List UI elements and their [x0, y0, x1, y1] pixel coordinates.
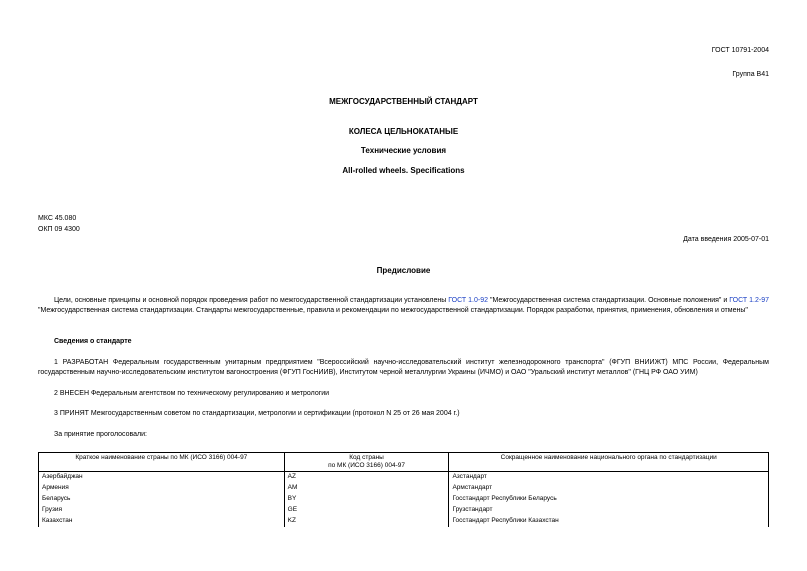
- p1-text-b: "Межгосударственная система стандартизации. Основные положения" и: [488, 297, 730, 304]
- foreword-paragraph: [38, 296, 769, 316]
- p1-text-c: "Межгосударственная система стандартизации. Стандарты межгосударственные, правила и рекомендации по межгосударственной стандартизации. Порядок разработки, принятия, применения, обновления и отмены": [38, 307, 748, 314]
- table-row: [39, 494, 769, 505]
- country-name: Казахстан: [39, 516, 285, 527]
- mks-code: МКС 45.080: [38, 215, 77, 222]
- voted-label: За принятие проголосовали:: [54, 431, 147, 438]
- english-title: All-rolled wheels. Specifications: [342, 166, 465, 175]
- country-code: BY: [284, 494, 449, 505]
- group-code: Группа В41: [732, 71, 769, 78]
- item-3-adopted: 3 ПРИНЯТ Межгосударственным советом по стандартизации, метрологии и сертификации (протокол N 25 от 26 мая 2004 г.): [54, 410, 460, 417]
- gost-1-2-97-link[interactable]: ГОСТ 1.2-97: [729, 297, 770, 304]
- table-row: [39, 505, 769, 516]
- p1-text-a: Цели, основные принципы и основной порядок проведения работ по межгосударственной стандартизации установлены: [54, 297, 449, 304]
- standards-body: Госстандарт Республики Казахстан: [449, 516, 769, 527]
- subtitle: Технические условия: [360, 146, 447, 155]
- country-name: Грузия: [39, 505, 285, 516]
- standards-body: Армстандарт: [449, 483, 769, 494]
- country-name: Азербайджан: [39, 472, 285, 484]
- info-heading: Сведения о стандарте: [54, 338, 132, 345]
- standards-body: Азстандарт: [449, 472, 769, 484]
- product-title: КОЛЕСА ЦЕЛЬНОКАТАНЫЕ: [348, 127, 459, 136]
- item-1-developed: 1 РАЗРАБОТАН Федеральным государственным унитарным предприятием "Всероссийский научно-исследовательский институт железнодорожного транспорта" (ФГУП ВНИИЖТ) МПС России, Федеральным государственным научно-исследовательским институтом вагоностроения (ФГУП ГосНИИВ), Институтом черной металлургии Украины (ИЧМО) и ОАО "Уральский институт металлов" (ГНЦ РФ ОАО УИМ): [38, 359, 769, 376]
- document-kind-title: МЕЖГОСУДАРСТВЕННЫЙ СТАНДАРТ: [329, 97, 478, 106]
- standards-body: Госстандарт Республики Беларусь: [449, 494, 769, 505]
- col-standards-body-header: Сокращенное наименование национального органа по стандартизации: [449, 453, 769, 472]
- item-2-introduced: 2 ВНЕСЕН Федеральным агентством по техническому регулированию и метрологии: [54, 390, 330, 397]
- country-code: AM: [284, 483, 449, 494]
- table-row: [39, 516, 769, 527]
- introduction-date: Дата введения 2005-07-01: [683, 236, 769, 243]
- country-name: Беларусь: [39, 494, 285, 505]
- voting-countries-table: [38, 452, 769, 527]
- table-header-row: [39, 453, 769, 472]
- country-code: GE: [284, 505, 449, 516]
- standards-body: Грузстандарт: [449, 505, 769, 516]
- gost-1-0-92-link[interactable]: ГОСТ 1.0-92: [448, 297, 489, 304]
- col-country-code-header: Код страны по МК (ИСО 3166) 004-97: [284, 453, 449, 472]
- col-country-name-header: Краткое наименование страны по МК (ИСО 3166) 004-97: [39, 453, 285, 472]
- table-row: [39, 472, 769, 484]
- foreword-heading: Предисловие: [376, 266, 431, 275]
- country-code: KZ: [284, 516, 449, 527]
- country-code: AZ: [284, 472, 449, 484]
- gost-number: ГОСТ 10791-2004: [711, 47, 769, 54]
- country-name: Армения: [39, 483, 285, 494]
- okp-code: ОКП 09 4300: [38, 226, 80, 233]
- table-row: [39, 483, 769, 494]
